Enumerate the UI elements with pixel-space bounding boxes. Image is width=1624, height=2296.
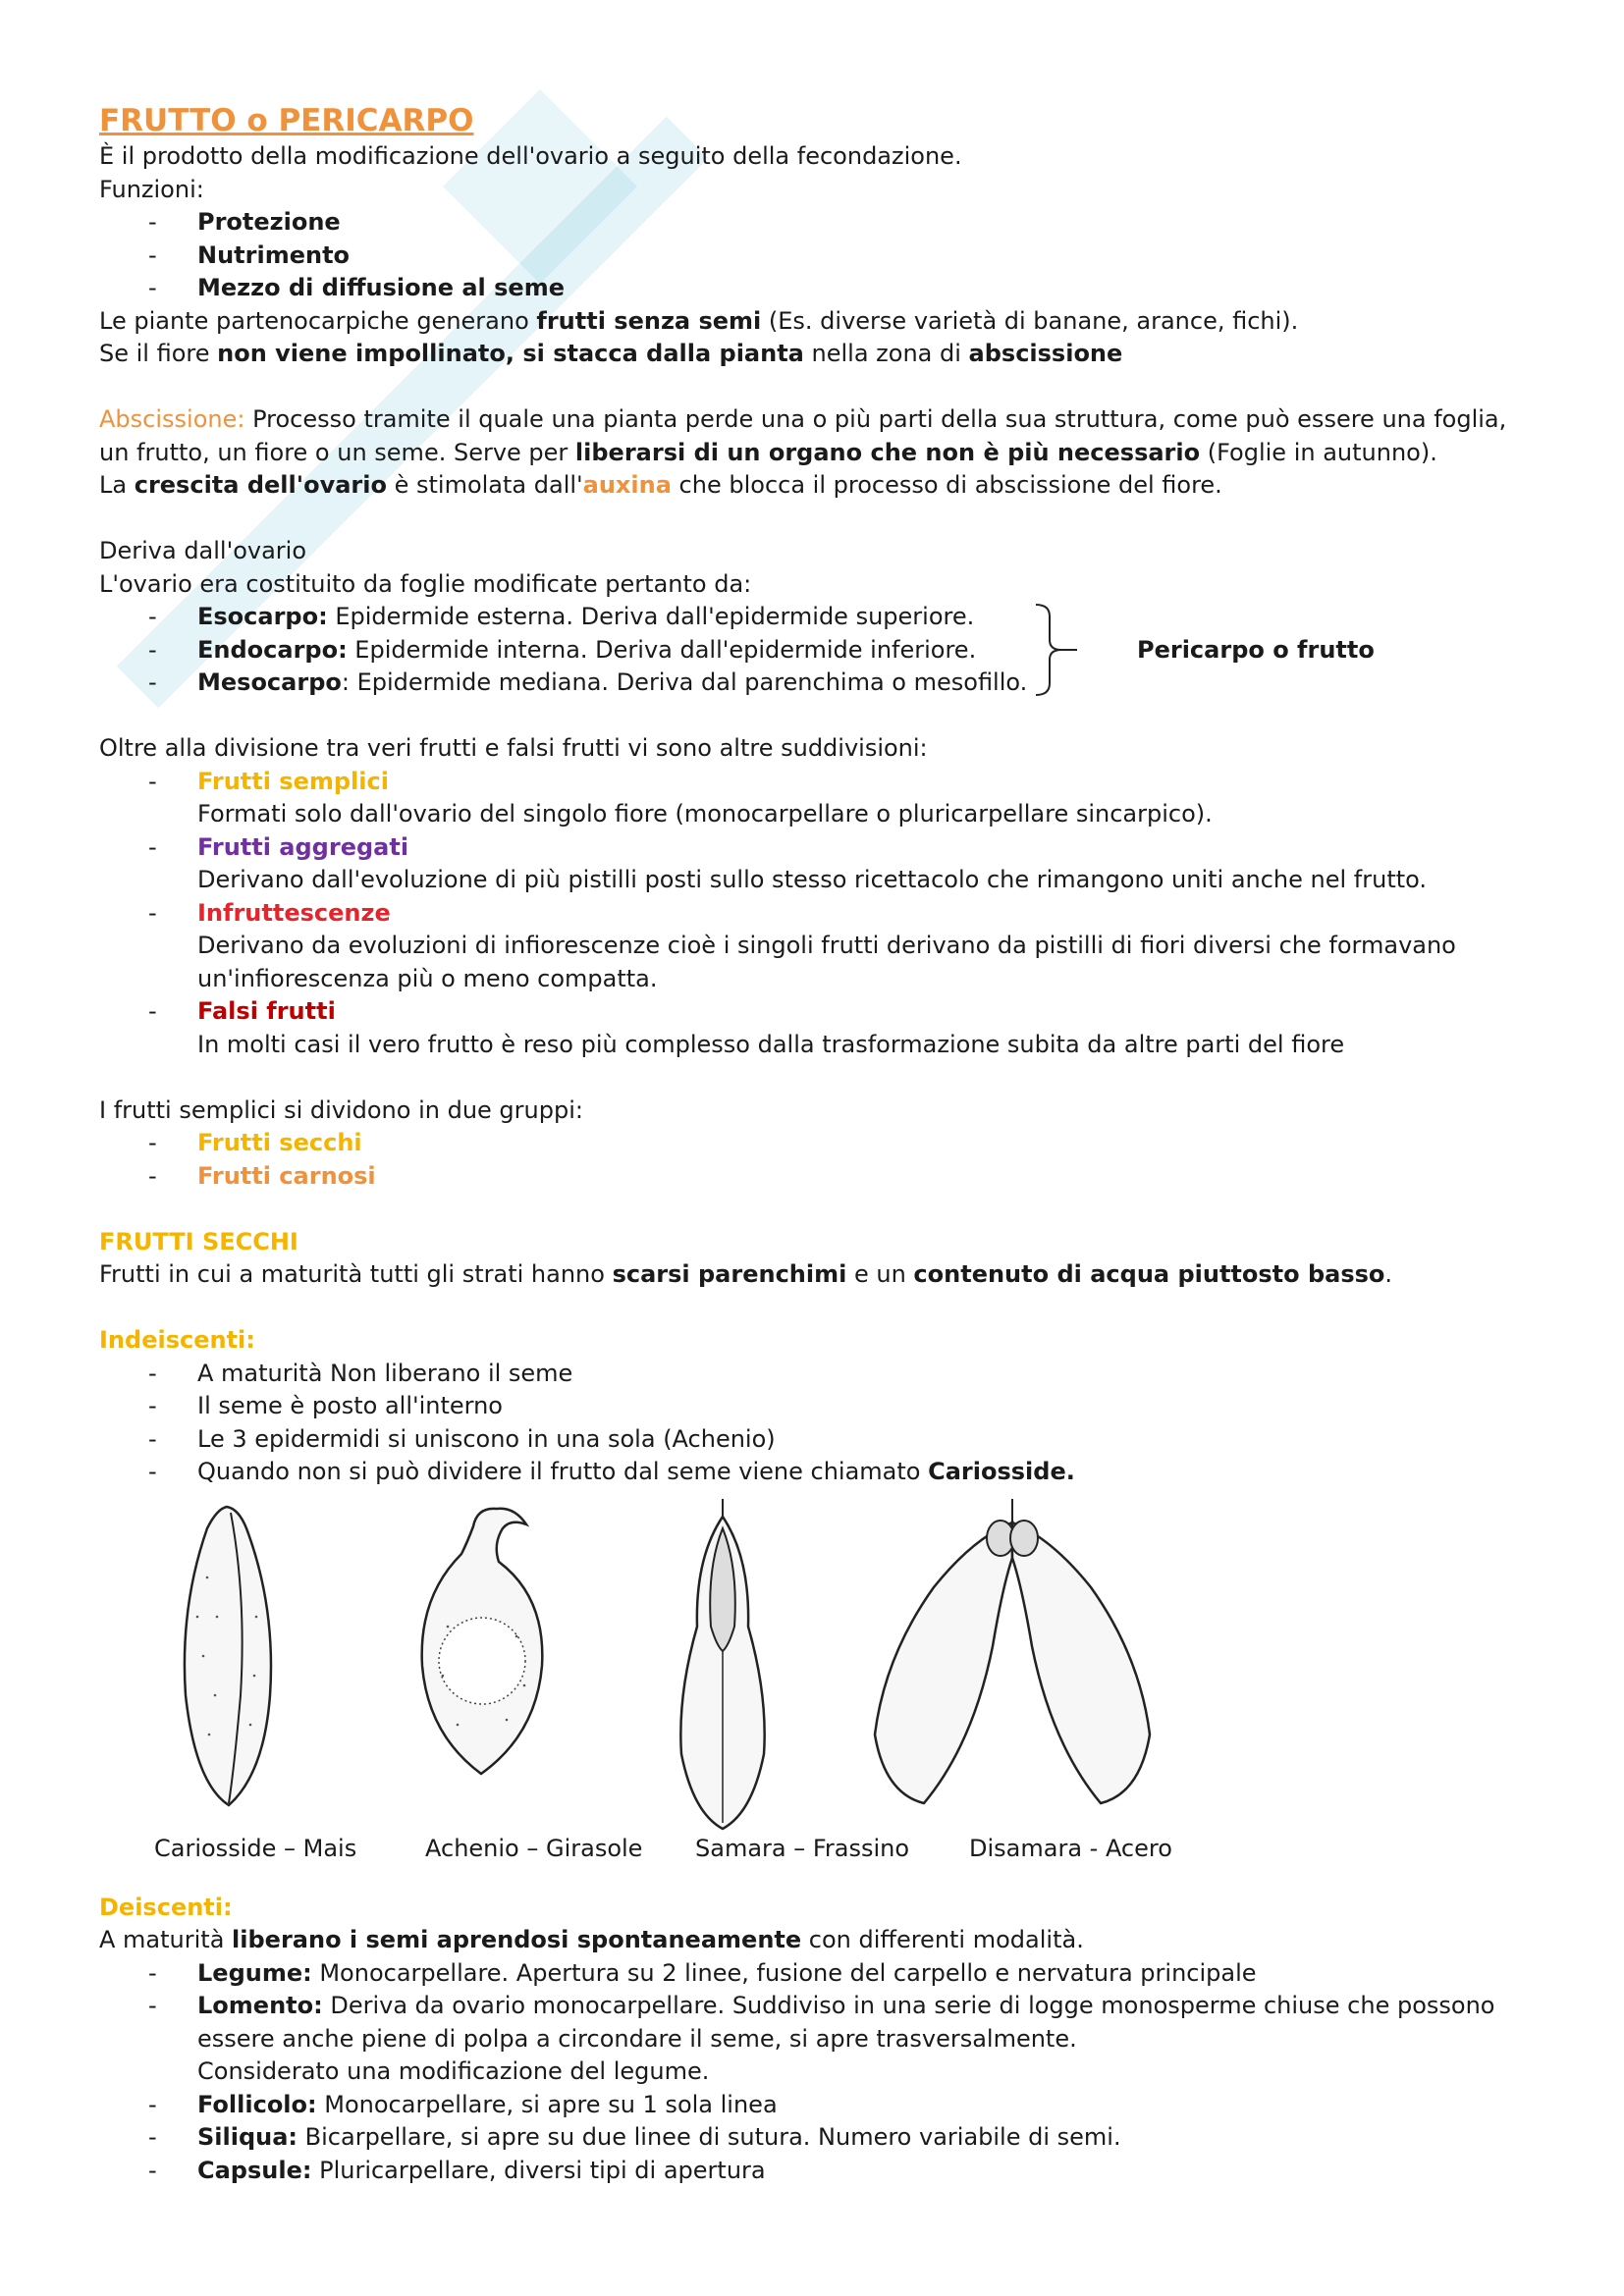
ovario-text: L'ovario era costituito da foglie modificate pertanto da: <box>99 569 752 598</box>
indeiscenti-item: - Il seme è posto all'interno <box>99 1390 1533 1423</box>
abscissione-paragraph: Abscissione: Processo tramite il quale una pianta perde una o più parti della sua struttura, come può essere una foglia, <box>99 405 1507 433</box>
suddivisione-title: - Infruttescenze <box>99 897 1533 931</box>
secchi-title: FRUTTI SECCHI <box>99 1227 298 1255</box>
secchi-text: Frutti in cui a maturità tutti gli strati hanno scarsi parenchimi e un contenuto di acqua piuttosto basso. <box>99 1260 1393 1288</box>
deiscenti-item: - Follicolo: Monocarpellare, si apre su 1 sola linea <box>99 2089 1533 2122</box>
suddivisione-text: Derivano dall'evoluzione di più pistilli posti sullo stesso ricettacolo che rimangono uniti anche nel frutto. <box>197 866 1428 893</box>
suddivisione-text: Derivano da evoluzioni di infiorescenze cioè i singoli frutti derivano da pistilli di fiori diversi che formavano <box>197 932 1456 959</box>
figure-caption: Cariosside – Mais <box>154 1834 357 1862</box>
crescita-ovario-text: La crescita dell'ovario è stimolata dall'auxina che blocca il processo di abscissione del fiore. <box>99 471 1222 499</box>
deiscenti-intro: A maturità liberano i semi aprendosi spontaneamente con differenti modalità. <box>99 1926 1084 1953</box>
suddivisione-text: Formati solo dall'ovario del singolo fiore (monocarpellare o pluricarpellare sincarpico). <box>197 800 1213 828</box>
page-title: FRUTTO o PERICARPO <box>99 103 474 138</box>
indeiscenti-item: - Quando non si può dividere il frutto dal seme viene chiamato Cariosside. <box>99 1456 1533 1489</box>
deiscenti-item: - Capsule: Pluricarpellare, diversi tipi di apertura <box>99 2155 1533 2188</box>
funzione-item: - Mezzo di diffusione al seme <box>99 272 1533 305</box>
samara-frassino-illustration <box>674 1499 772 1833</box>
suddivisione-title: - Frutti aggregati <box>99 831 1533 865</box>
impollinazione-text: Se il fiore non viene impollinato, si stacca dalla pianta nella zona di abscissione <box>99 340 1123 367</box>
indeiscenti-item: - Le 3 epidermidi si uniscono in una sola (Achenio) <box>99 1423 1533 1457</box>
semplici-gruppo: - Frutti carnosi <box>99 1160 1533 1194</box>
indeiscenti-item: - A maturità Non liberano il seme <box>99 1358 1533 1391</box>
strato-item: - Mesocarpo: Epidermide mediana. Deriva dal parenchima o mesofillo. <box>99 667 1533 700</box>
deiscenti-title: Deiscenti: <box>99 1893 233 1921</box>
strato-item: - Endocarpo: Epidermide interna. Deriva dall'epidermide inferiore. <box>99 634 1533 667</box>
disamara-acero-illustration <box>865 1499 1160 1813</box>
figure-caption: Disamara - Acero <box>969 1834 1172 1862</box>
figure-caption: Samara – Frassino <box>695 1834 910 1862</box>
deiscenti-item-cont: Considerato una modificazione del legume. <box>197 2057 710 2085</box>
funzione-item: - Nutrimento <box>99 240 1533 273</box>
intro-text: È il prodotto della modificazione dell'ovario a seguito della fecondazione. <box>99 142 962 170</box>
pericarpo-label: Pericarpo o frutto <box>1137 635 1375 664</box>
indeiscenti-title: Indeiscenti: <box>99 1326 255 1354</box>
curly-brace-icon <box>1032 601 1081 699</box>
deiscenti-item-cont: essere anche piene di polpa a circondare il seme, si apre trasversalmente. <box>197 2024 1077 2053</box>
semplici-intro: I frutti semplici si dividono in due gruppi: <box>99 1095 583 1124</box>
semplici-gruppo: - Frutti secchi <box>99 1127 1533 1160</box>
strato-item: - Esocarpo: Epidermide esterna. Deriva dall'epidermide superiore. <box>99 601 1533 634</box>
suddivisione-text: un'infiorescenza più o meno compatta. <box>197 964 658 992</box>
partenocarpia-text: Le piante partenocarpiche generano frutti senza semi (Es. diverse varietà di banane, arance, fichi). <box>99 306 1299 335</box>
suddivisione-text: In molti casi il vero frutto è reso più complesso dalla trasformazione subita da altre parti del fiore <box>197 1030 1345 1058</box>
strati-list <box>99 601 1533 700</box>
oltre-text: Oltre alla divisione tra veri frutti e falsi frutti vi sono altre suddivisioni: <box>99 734 928 762</box>
abscissione-paragraph-2: un frutto, un fiore o un seme. Serve per liberarsi di un organo che non è più necessario (Foglie in autunno). <box>99 438 1437 466</box>
suddivisione-title: - Falsi frutti <box>99 995 1533 1029</box>
deiscenti-item: - Lomento: Deriva da ovario monocarpellare. Suddiviso in una serie di logge monosperme chiuse che possono <box>99 1990 1533 2023</box>
deriva-text: Deriva dall'ovario <box>99 537 307 564</box>
funzioni-label: Funzioni: <box>99 175 204 203</box>
achenio-girasole-illustration <box>408 1499 556 1784</box>
funzione-item: - Protezione <box>99 206 1533 240</box>
cariosside-mais-illustration <box>168 1499 286 1813</box>
figure-caption: Achenio – Girasole <box>425 1834 643 1862</box>
deiscenti-item: - Legume: Monocarpellare. Apertura su 2 linee, fusione del carpello e nervatura principale <box>99 1957 1533 1991</box>
deiscenti-item: - Siliqua: Bicarpellare, si apre su due linee di sutura. Numero variabile di semi. <box>99 2121 1533 2155</box>
fruit-figures <box>99 1499 1277 1862</box>
suddivisione-title: - Frutti semplici <box>99 766 1533 799</box>
document-content <box>99 101 1533 2187</box>
